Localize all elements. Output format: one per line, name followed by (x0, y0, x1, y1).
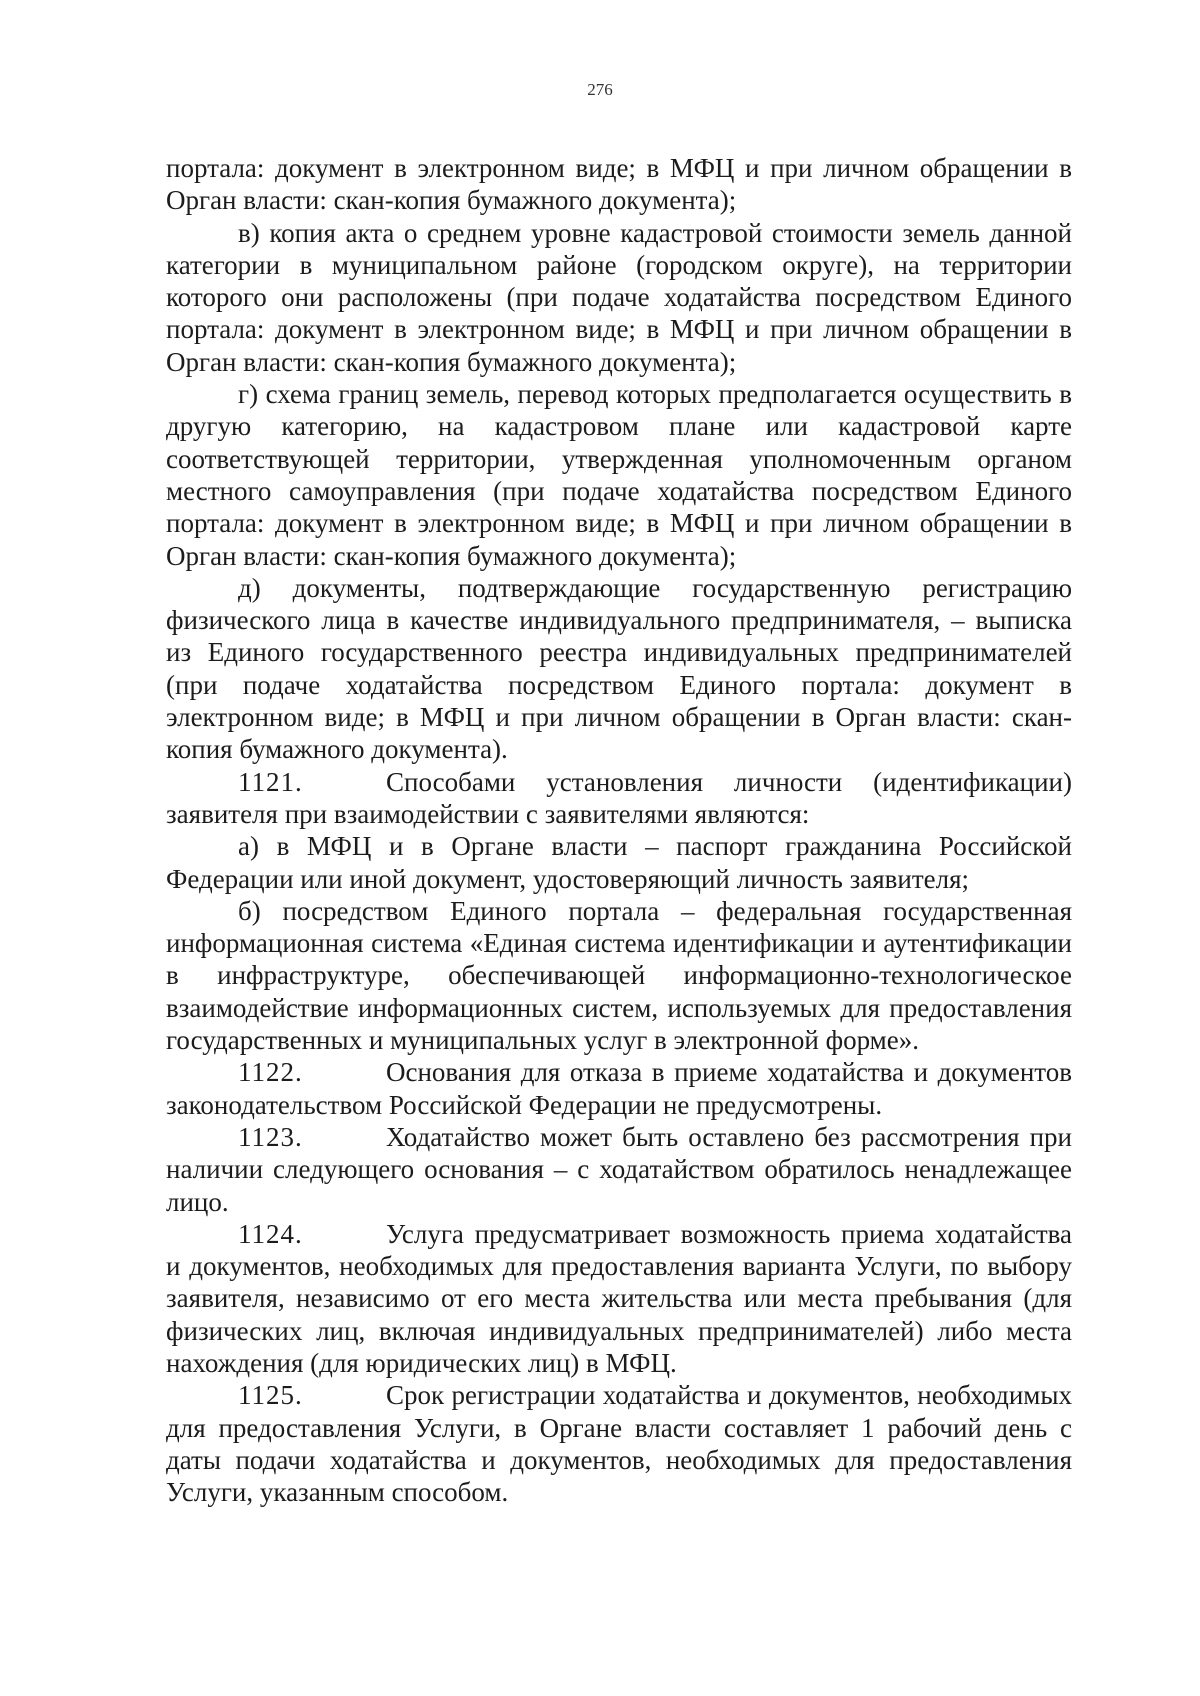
numbered-paragraph (166, 1121, 1072, 1218)
paragraph-text: а) в МФЦ и в Органе власти – паспорт гражданина Российской Федерации или иной документ, удостоверяющий личность заявителя; (166, 831, 1072, 894)
numbered-paragraph (166, 1218, 1072, 1379)
paragraph-text: б) посредством Единого портала – федеральная государственная информационная система «Единая система идентификации и аутентификации в инфраструктуре, обеспечивающей информационно-технологическое взаимодействие информационных систем, используемых для предоставления государственных и муниципальных услуг в электронной форме». (166, 895, 1072, 1056)
paragraph-number: 1123. (238, 1121, 303, 1152)
paragraph-text: портала: документ в электронном виде; в МФЦ и при личном обращении в Орган власти: скан-копия бумажного документа); (166, 153, 1072, 216)
paragraph (166, 152, 1072, 217)
paragraph-text: г) схема границ земель, перевод которых предполагается осуществить в другую категорию, на кадастровом плане или кадастровой карте соответствующей территории, утвержденная уполномоченным органом местного самоуправления (при подаче ходатайства посредством Единого портала: документ в электронном виде; в МФЦ и при личном обращении в Орган власти: скан-копия бумажного документа); (166, 379, 1072, 571)
paragraph-text: д) документы, подтверждающие государственную регистрацию физического лица в качестве индивидуального предпринимателя, – выписка из Единого государственного реестра индивидуальных предпринимателей (при подаче ходатайства посредством Единого портала: документ в электронном виде; в МФЦ и при личном обращении в Орган власти: скан-копия бумажного документа). (166, 572, 1072, 765)
paragraph-text: Ходатайство может быть оставлено без рассмотрения при наличии следующего основания – с ходатайством обратилось ненадлежащее лицо. (166, 1121, 1072, 1217)
paragraph-text: Способами установления личности (идентификации) заявителя при взаимодействии с заявителями являются: (166, 766, 1072, 829)
paragraph (166, 378, 1072, 572)
numbered-paragraph (166, 766, 1072, 831)
paragraph (166, 830, 1072, 895)
paragraph-text: в) копия акта о среднем уровне кадастровой стоимости земель данной категории в муниципальном районе (городском округе), на территории которого они расположены (при подаче ходатайства посредством Единого портала: документ в электронном виде; в МФЦ и при личном обращении в Орган власти: скан-копия бумажного документа); (166, 217, 1072, 377)
paragraph-text: Основания для отказа в приеме ходатайства и документов законодательством Российской Федерации не предусмотрены. (166, 1057, 1072, 1120)
paragraph-text: Услуга предусматривает возможность приема ходатайства и документов, необходимых для предоставления варианта Услуги, по выбору заявителя, независимо от его места жительства или места пребывания (для физических лиц, включая индивидуальных предпринимателей) либо места нахождения (для юридических лиц) в МФЦ. (166, 1218, 1072, 1378)
page-number: 276 (587, 80, 613, 99)
paragraph-number: 1124. (238, 1218, 303, 1249)
document-body (166, 152, 1072, 1508)
paragraph-number: 1122. (238, 1057, 303, 1088)
paragraph (166, 217, 1072, 378)
numbered-paragraph (166, 1056, 1072, 1121)
paragraph-number: 1125. (238, 1380, 303, 1411)
numbered-paragraph (166, 1379, 1072, 1508)
paragraph (166, 895, 1072, 1056)
paragraph (166, 572, 1072, 766)
paragraph-number: 1121. (238, 766, 303, 797)
paragraph-text: Срок регистрации ходатайства и документов, необходимых для предоставления Услуги, в Органе власти составляет 1 рабочий день с даты подачи ходатайства и документов, необходимых для предоставления Услуги, указанным способом. (166, 1380, 1072, 1508)
